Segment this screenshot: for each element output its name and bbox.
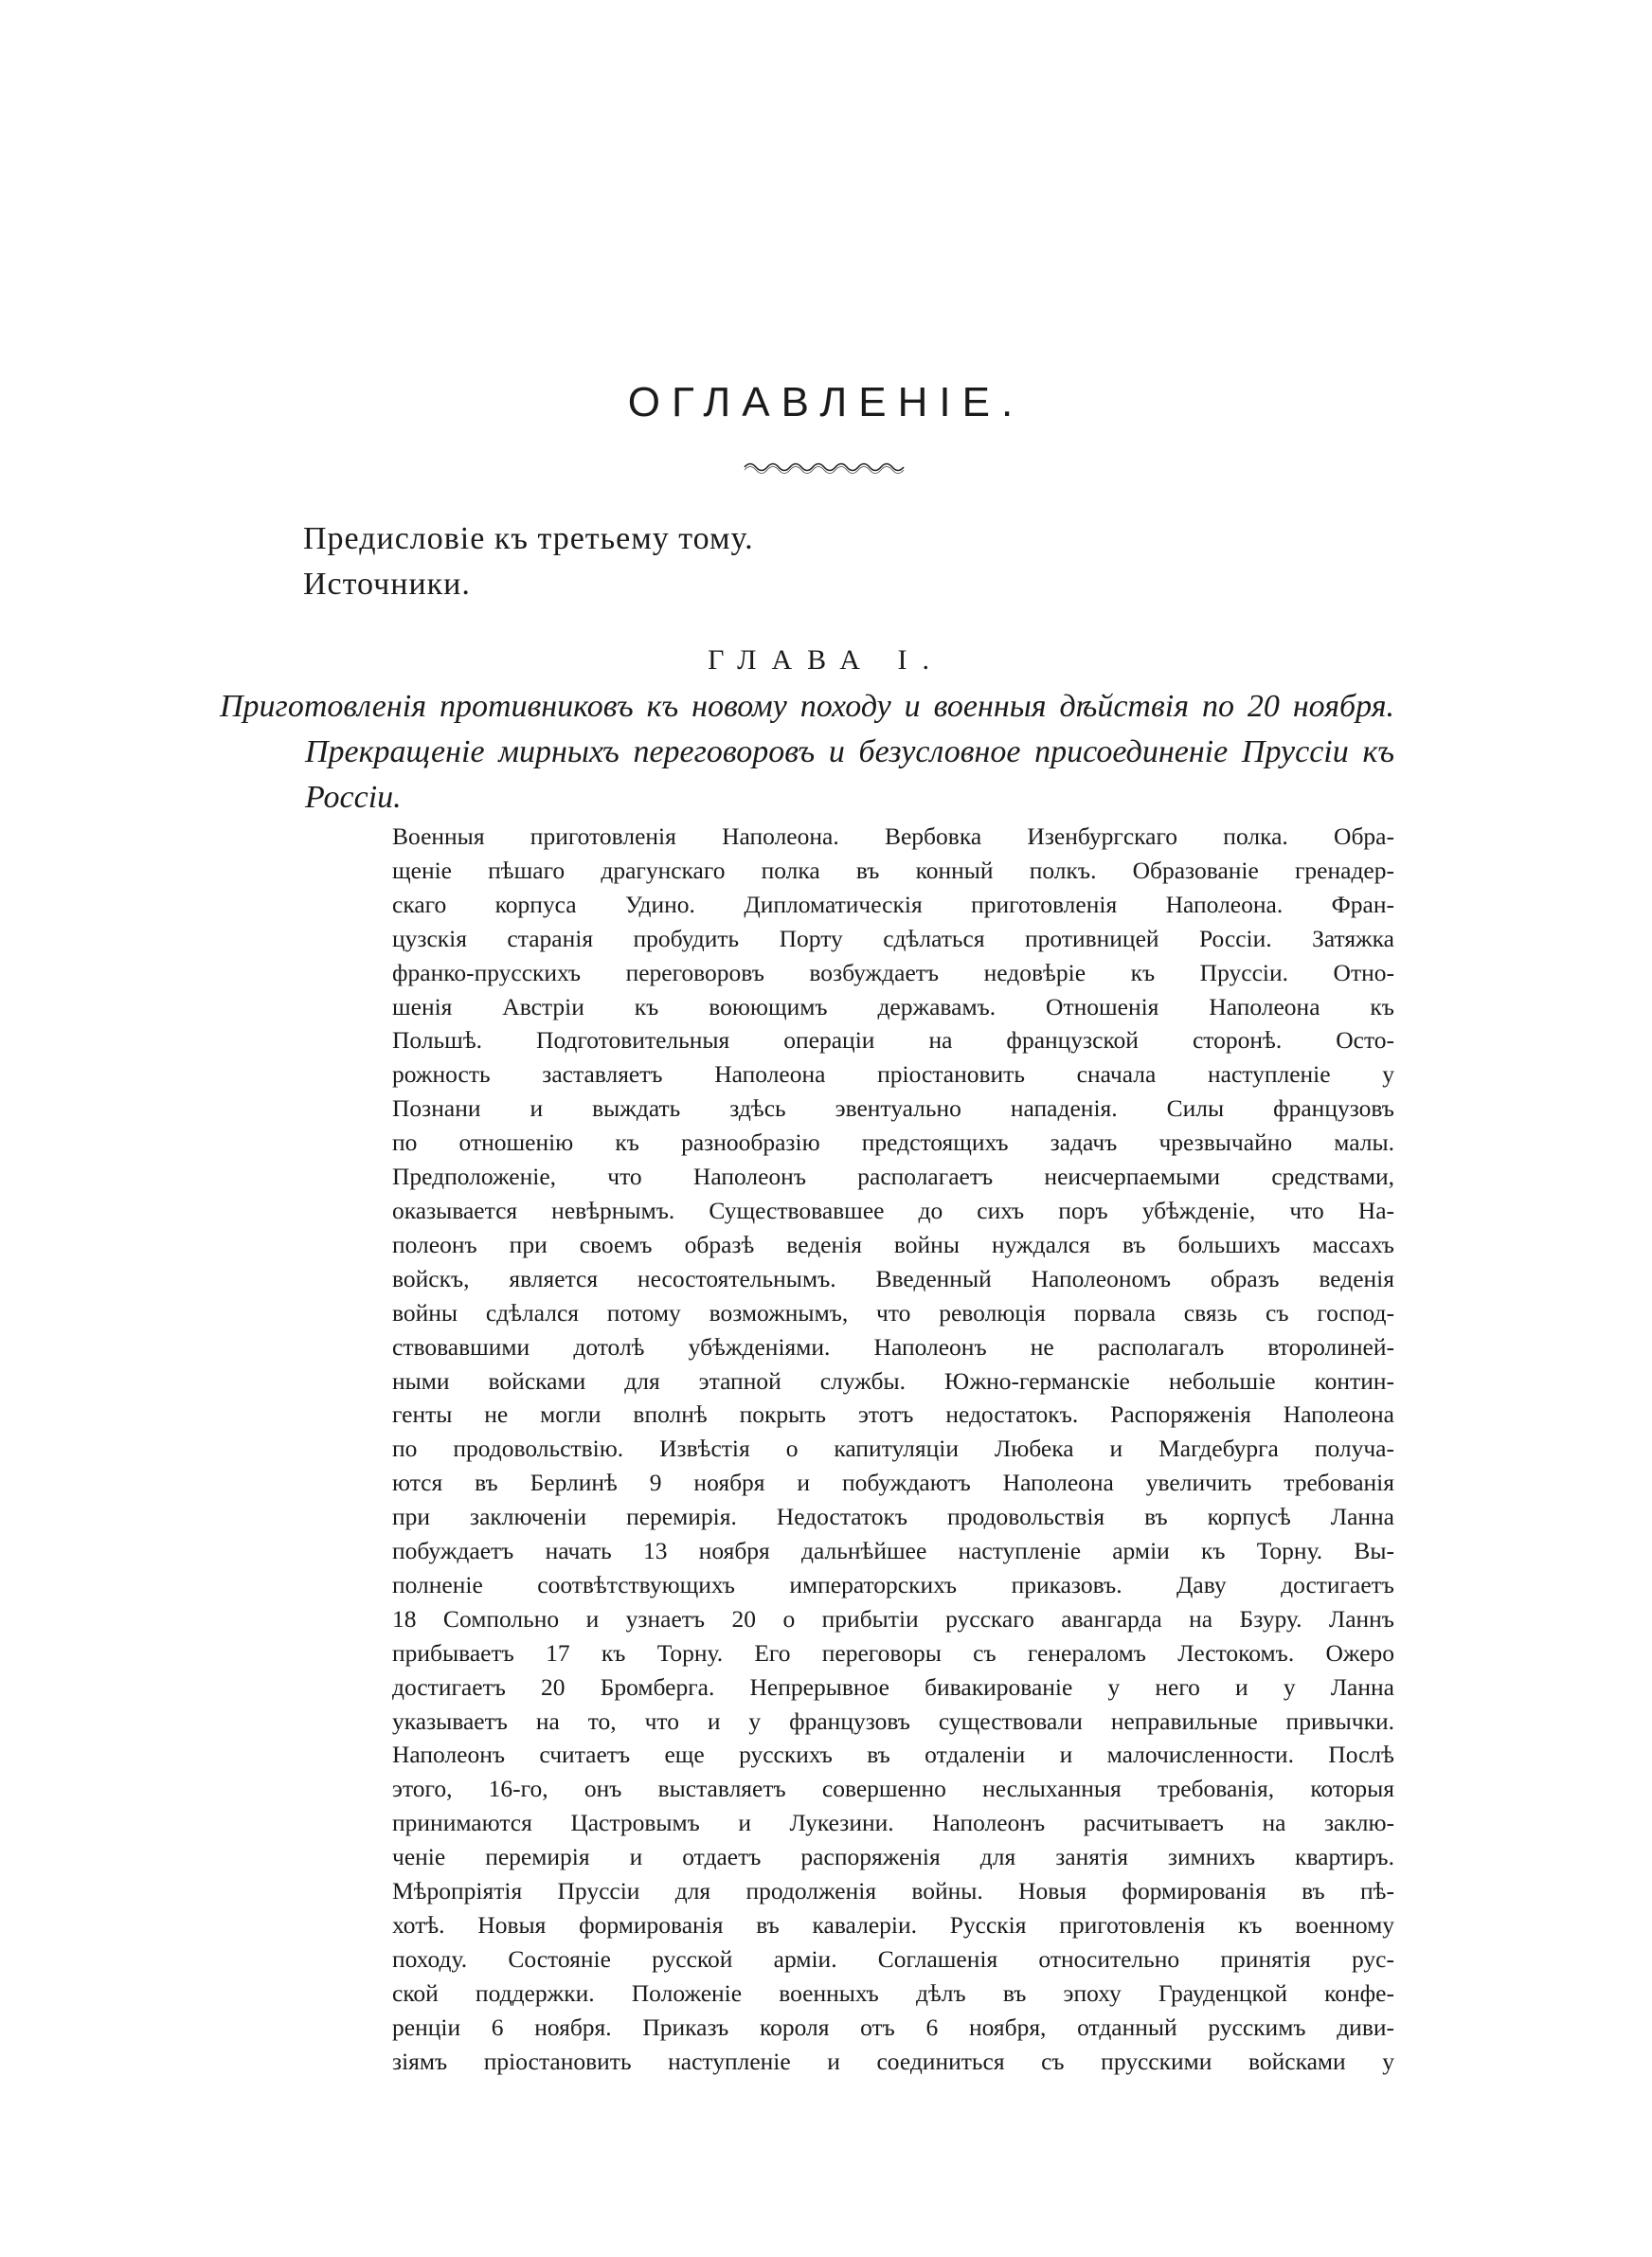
- summary-line: Предположеніе, что Наполеонъ располагаетъ неисчерпаемыми средствами,: [392, 1163, 1394, 1191]
- summary-line: указываетъ на то, что и у французовъ существовали неправильные привычки.: [392, 1706, 1394, 1735]
- toc-entry-preface: Предисловіе къ третьему тому.: [303, 521, 754, 556]
- chapter-title: Приготовленія противниковъ къ новому походу и военныя дѣйствія по 20 ноября. Прекращеніе мирныхъ переговоровъ и безусловное присоединеніе Пруссіи къ Россіи.: [220, 689, 1394, 815]
- summary-line: принимаются Цастровымъ и Лукезини. Наполеонъ расчитываетъ на заклю-: [392, 1809, 1394, 1837]
- summary-line: прибываетъ 17 къ Торну. Его переговоры съ генераломъ Лестокомъ. Ожеро: [392, 1638, 1394, 1667]
- summary-line: цузскія старанія пробудить Порту сдѣлаться противницей Россіи. Затяжка: [392, 924, 1394, 952]
- summary-line: по отношенію къ разнообразію предстоящихъ задачъ чрезвычайно малы.: [392, 1128, 1394, 1157]
- summary-line: ются въ Берлинѣ 9 ноября и побуждаютъ Наполеона увеличить требованія: [392, 1469, 1394, 1497]
- summary-line: ченіе перемирія и отдаетъ распоряженія для занятія зимнихъ квартиръ.: [392, 1843, 1394, 1871]
- wavy-line-icon: [743, 459, 909, 476]
- summary-line: Польшѣ. Подготовительныя операціи на французской сторонѣ. Осто-: [392, 1026, 1394, 1055]
- chapter-heading: ГЛАВА I.: [708, 644, 944, 676]
- summary-line: щеніе пѣшаго драгунскаго полка въ конный полкъ. Образованіе гренадер-: [392, 856, 1394, 884]
- toc-entry-sources: Источники.: [303, 567, 471, 602]
- wavy-divider-ornament: [0, 459, 1652, 478]
- summary-line: при заключеніи перемирія. Недостатокъ продовольствія въ корпусѣ Ланна: [392, 1503, 1394, 1531]
- summary-line: ренціи 6 ноября. Приказъ короля отъ 6 ноября, отданный русскимъ диви-: [392, 2013, 1394, 2041]
- summary-line: Военныя приготовленія Наполеона. Вербовка Изенбургскаго полка. Обра-: [392, 822, 1394, 850]
- summary-line: походу. Состояніе русской арміи. Соглашенія относительно принятія рус-: [392, 1944, 1394, 1973]
- summary-line: хотѣ. Новыя формированія въ кавалеріи. Русскія приготовленія къ военному: [392, 1911, 1394, 1939]
- summary-line: Наполеонъ считаетъ еще русскихъ въ отдаленіи и малочисленности. Послѣ: [392, 1741, 1394, 1769]
- summary-line: франко-прусскихъ переговоровъ возбуждаетъ недовѣріе къ Пруссіи. Отно-: [392, 958, 1394, 986]
- summary-line: этого, 16-го, онъ выставляетъ совершенно неслыханныя требованія, которыя: [392, 1775, 1394, 1803]
- page-title: ОГЛАВЛЕНІЕ.: [627, 379, 1025, 425]
- summary-line: генты не могли вполнѣ покрыть этотъ недостатокъ. Распоряженія Наполеона: [392, 1400, 1394, 1429]
- summary-line: Мѣропріятія Пруссіи для продолженія войны. Новыя формированія въ пѣ-: [392, 1877, 1394, 1905]
- summary-line: скаго корпуса Удино. Дипломатическія приготовленія Наполеона. Фран-: [392, 890, 1394, 918]
- front-matter-list: [303, 516, 754, 607]
- summary-line: зіямъ пріостановить наступленіе и соединиться съ прусскими войсками у: [392, 2047, 1394, 2075]
- summary-line: полеонъ при своемъ образѣ веденія войны нуждался въ большихъ массахъ: [392, 1230, 1394, 1258]
- summary-line: ствовавшими дотолѣ убѣжденіями. Наполеонъ не располагалъ второлиней-: [392, 1332, 1394, 1361]
- chapter-summary: [392, 820, 1394, 2079]
- summary-line: 18 Сомпольно и узнаетъ 20 о прибытіи русскаго авангарда на Бзуру. Ланнъ: [392, 1604, 1394, 1633]
- summary-line: по продовольствію. Извѣстія о капитуляціи Любека и Магдебурга получа-: [392, 1435, 1394, 1463]
- summary-line: побуждаетъ начать 13 ноября дальнѣйшее наступленіе арміи къ Торну. Вы-: [392, 1537, 1394, 1565]
- summary-line: ными войсками для этапной службы. Южно-германскіе небольшіе контин-: [392, 1366, 1394, 1395]
- summary-line: войны сдѣлался потому возможнымъ, что революція порвала связь съ господ-: [392, 1298, 1394, 1327]
- summary-line: ской поддержки. Положеніе военныхъ дѣлъ въ эпоху Грауденцкой конфе-: [392, 1978, 1394, 2007]
- summary-line: полненіе соотвѣтствующихъ императорскихъ приказовъ. Даву достигаетъ: [392, 1570, 1394, 1598]
- summary-line: войскъ, является несостоятельнымъ. Введенный Наполеономъ образъ веденія: [392, 1264, 1394, 1292]
- summary-line: рожность заставляетъ Наполеона пріостановить сначала наступленіе у: [392, 1060, 1394, 1089]
- summary-line: Познани и выждать здѣсь эвентуально нападенія. Силы французовъ: [392, 1094, 1394, 1123]
- summary-line: достигаетъ 20 Бромберга. Непрерывное бивакированіе у него и у Ланна: [392, 1672, 1394, 1701]
- summary-line: шенія Австріи къ воюющимъ державамъ. Отношенія Наполеона къ: [392, 992, 1394, 1020]
- summary-line: оказывается невѣрнымъ. Существовавшее до сихъ поръ убѣжденіе, что На-: [392, 1196, 1394, 1224]
